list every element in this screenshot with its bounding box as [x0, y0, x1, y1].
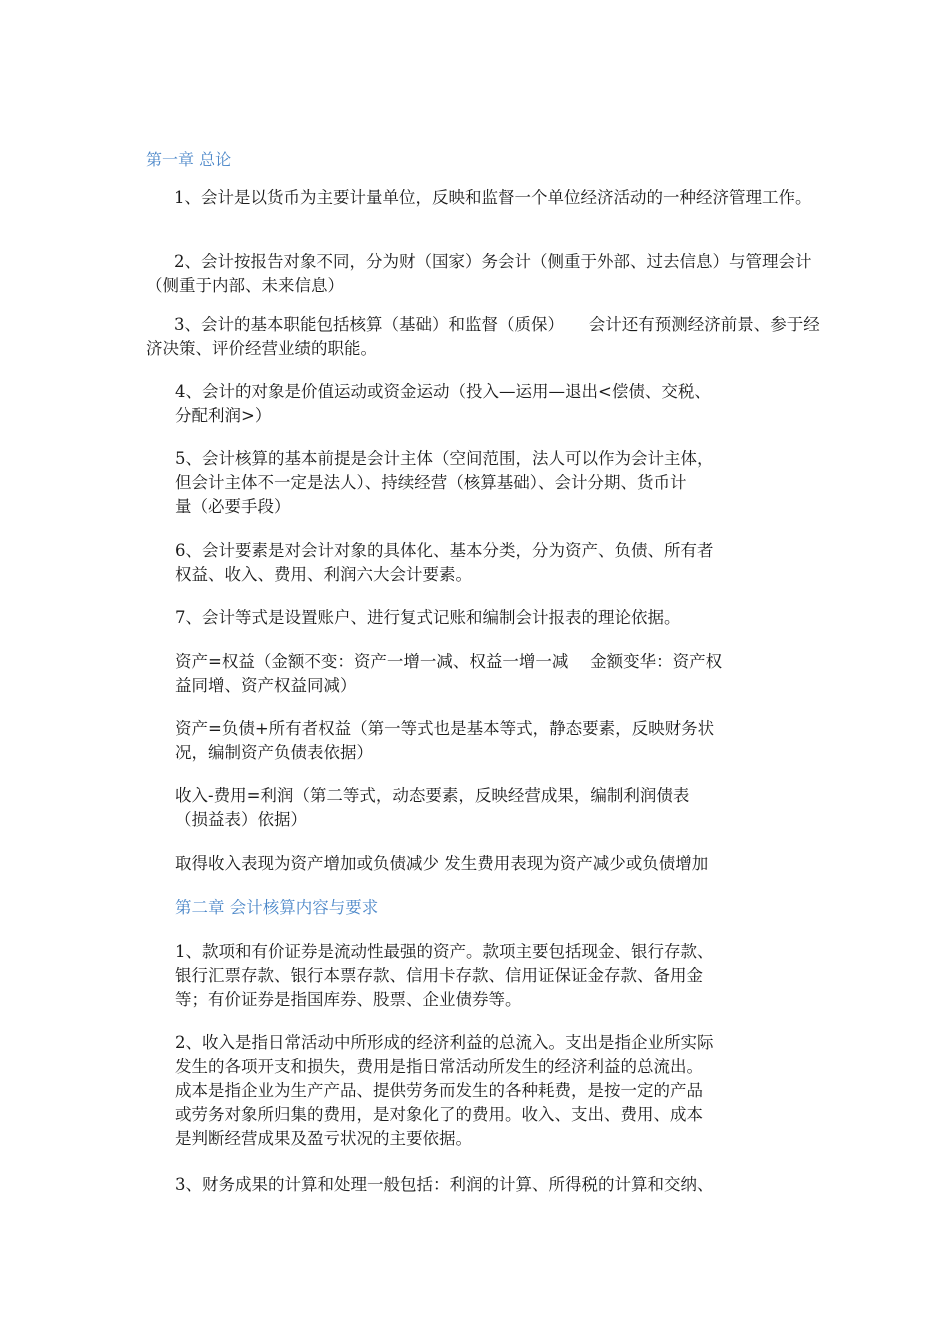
ch2-item-3 [175, 1173, 800, 1197]
ch1-item-2 [146, 250, 836, 298]
ch2-item-2-line-3: 成本是指企业为生产产品、提供劳务而发生的各种耗费，是按一定的产品 [175, 1081, 703, 1100]
ch1-item-6-line-2: 权益、收入、费用、利润六大会计要素。 [175, 565, 472, 584]
ch2-item-3-line-1: 3、财务成果的计算和处理一般包括：利润的计算、所得税的计算和交纳、 [175, 1175, 714, 1194]
ch1-item-5-line-3: 量（必要手段） [175, 497, 291, 516]
ch2-item-1-line-2: 银行汇票存款、银行本票存款、信用卡存款、信用证保证金存款、备用金 [175, 966, 703, 985]
ch2-item-1-line-1: 1、款项和有价证券是流动性最强的资产。款项主要包括现金、银行存款、 [175, 942, 714, 961]
ch1-item-3-text: 3、会计的基本职能包括核算（基础）和监督（质保） 会计还有预测经济前景、参于经济决策、评价经营业绩的职能。 [146, 315, 820, 358]
chapter-2-heading [175, 896, 800, 920]
ch1-item-1 [146, 186, 836, 210]
ch2-item-2 [175, 1031, 800, 1151]
ch2-item-1-line-3: 等；有价证券是指国库券、股票、企业债券等。 [175, 990, 522, 1009]
ch1-item-5-line-1: 5、会计核算的基本前提是会计主体（空间范围，法人可以作为会计主体， [175, 449, 714, 468]
ch1-item-2-text: 2、会计按报告对象不同，分为财（国家）务会计（侧重于外部、过去信息）与管理会计（侧重于内部、未来信息） [146, 252, 812, 295]
income-expense-note [175, 852, 800, 876]
ch2-item-2-line-5: 是判断经营成果及盈亏状况的主要依据。 [175, 1129, 472, 1148]
ch2-item-1 [175, 940, 800, 1012]
equation-1-line-1: 资产=权益（金额不变：资产一增一减、权益一增一减 金额变华：资产权 [175, 652, 723, 671]
ch1-item-3 [146, 313, 836, 361]
ch1-item-6 [175, 539, 800, 587]
ch1-item-6-line-1: 6、会计要素是对会计对象的具体化、基本分类，分为资产、负债、所有者 [175, 541, 714, 560]
ch1-item-5-line-2: 但会计主体不一定是法人）、持续经营（核算基础）、会计分期、货币计 [175, 473, 687, 492]
equation-2-line-1: 资产=负债+所有者权益（第一等式也是基本等式，静态要素，反映财务状 [175, 719, 715, 738]
ch1-item-7 [175, 606, 800, 630]
equation-3-line-1: 收入-费用=利润（第二等式，动态要素，反映经营成果，编制利润债表 [175, 786, 690, 805]
ch2-item-2-line-4: 或劳务对象所归集的费用，是对象化了的费用。收入、支出、费用、成本 [175, 1105, 703, 1124]
equation-2 [175, 717, 800, 765]
ch1-item-4 [175, 380, 800, 428]
equation-2-line-2: 况，编制资产负债表依据） [175, 743, 373, 762]
equation-1-line-2: 益同增、资产权益同减） [175, 676, 357, 695]
ch2-item-2-line-2: 发生的各项开支和损失，费用是指日常活动所发生的经济利益的总流出。 [175, 1057, 703, 1076]
ch1-item-1-text: 1、会计是以货币为主要计量单位，反映和监督一个单位经济活动的一种经济管理工作。 [174, 188, 812, 207]
ch2-item-2-line-1: 2、收入是指日常活动中所形成的经济利益的总流入。支出是指企业所实际 [175, 1033, 714, 1052]
chapter-1-title: 第一章 总论 [146, 150, 232, 169]
income-expense-note-line: 取得收入表现为资产增加或负债减少 发生费用表现为资产减少或负债增加 [175, 854, 709, 873]
equation-3-line-2: （损益表）依据） [175, 810, 307, 829]
ch1-item-4-line-1: 4、会计的对象是价值运动或资金运动（投入—运用—退出<偿债、交税、 [175, 382, 711, 401]
ch1-item-7-line-1: 7、会计等式是设置账户、进行复式记账和编制会计报表的理论依据。 [175, 608, 681, 627]
chapter-1-heading [146, 148, 836, 172]
ch1-item-4-line-2: 分配利润>） [175, 406, 272, 425]
chapter-2-title: 第二章 会计核算内容与要求 [175, 898, 379, 917]
equation-1 [175, 650, 800, 698]
ch1-item-5 [175, 447, 800, 519]
equation-3 [175, 784, 800, 832]
